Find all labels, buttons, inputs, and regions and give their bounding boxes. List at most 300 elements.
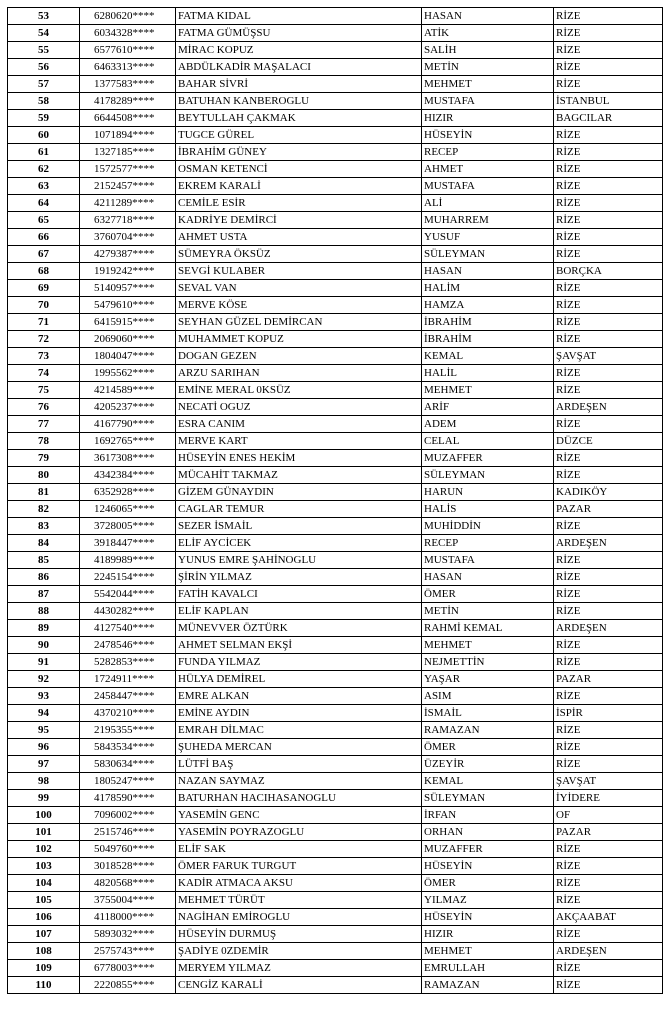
birth-place-cell: İYİDERE: [554, 790, 663, 807]
full-name-cell: ŞİRİN YILMAZ: [176, 569, 422, 586]
birth-place-cell: RİZE: [554, 280, 663, 297]
birth-place-cell: RİZE: [554, 603, 663, 620]
id-number-cell: 2478546****: [80, 637, 176, 654]
birth-place-cell: RİZE: [554, 297, 663, 314]
father-name-cell: METİN: [422, 603, 554, 620]
full-name-cell: NAZAN SAYMAZ: [176, 773, 422, 790]
row-number-cell: 65: [8, 212, 80, 229]
full-name-cell: MERVE KÖSE: [176, 297, 422, 314]
row-number-cell: 108: [8, 943, 80, 960]
father-name-cell: HÜSEYİN: [422, 909, 554, 926]
full-name-cell: MİRAC KOPUZ: [176, 42, 422, 59]
table-row: [8, 858, 663, 875]
father-name-cell: İRFAN: [422, 807, 554, 824]
id-number-cell: 4118000****: [80, 909, 176, 926]
row-number-cell: 96: [8, 739, 80, 756]
row-number-cell: 73: [8, 348, 80, 365]
table-row: [8, 773, 663, 790]
birth-place-cell: DÜZCE: [554, 433, 663, 450]
id-number-cell: 2515746****: [80, 824, 176, 841]
id-number-cell: 1692765****: [80, 433, 176, 450]
birth-place-cell: RİZE: [554, 858, 663, 875]
id-number-cell: 4167790****: [80, 416, 176, 433]
row-number-cell: 100: [8, 807, 80, 824]
table-row: [8, 756, 663, 773]
table-row: [8, 603, 663, 620]
father-name-cell: MUHİDDİN: [422, 518, 554, 535]
birth-place-cell: RİZE: [554, 875, 663, 892]
birth-place-cell: RİZE: [554, 637, 663, 654]
full-name-cell: SEVAL VAN: [176, 280, 422, 297]
row-number-cell: 60: [8, 127, 80, 144]
father-name-cell: HASAN: [422, 263, 554, 280]
row-number-cell: 63: [8, 178, 80, 195]
birth-place-cell: RİZE: [554, 212, 663, 229]
father-name-cell: HALİM: [422, 280, 554, 297]
father-name-cell: ADEM: [422, 416, 554, 433]
full-name-cell: MEHMET TÜRÜT: [176, 892, 422, 909]
birth-place-cell: RİZE: [554, 25, 663, 42]
table-row: [8, 93, 663, 110]
birth-place-cell: RİZE: [554, 569, 663, 586]
full-name-cell: BEYTULLAH ÇAKMAK: [176, 110, 422, 127]
father-name-cell: MEHMET: [422, 943, 554, 960]
id-number-cell: 3755004****: [80, 892, 176, 909]
row-number-cell: 55: [8, 42, 80, 59]
table-row: [8, 535, 663, 552]
birth-place-cell: ŞAVŞAT: [554, 773, 663, 790]
row-number-cell: 57: [8, 76, 80, 93]
full-name-cell: SEYHAN GÜZEL DEMİRCAN: [176, 314, 422, 331]
table-row: [8, 433, 663, 450]
full-name-cell: ARZU SARIHAN: [176, 365, 422, 382]
full-name-cell: MERVE KART: [176, 433, 422, 450]
id-number-cell: 4214589****: [80, 382, 176, 399]
full-name-cell: YASEMİN GENC: [176, 807, 422, 824]
id-number-cell: 3918447****: [80, 535, 176, 552]
id-number-cell: 1995562****: [80, 365, 176, 382]
birth-place-cell: RİZE: [554, 892, 663, 909]
father-name-cell: SÜLEYMAN: [422, 790, 554, 807]
birth-place-cell: RİZE: [554, 246, 663, 263]
id-number-cell: 6644508****: [80, 110, 176, 127]
full-name-cell: BAHAR SİVRİ: [176, 76, 422, 93]
father-name-cell: HALİS: [422, 501, 554, 518]
row-number-cell: 67: [8, 246, 80, 263]
father-name-cell: HIZIR: [422, 110, 554, 127]
table-row: [8, 144, 663, 161]
full-name-cell: EMRAH DİLMAC: [176, 722, 422, 739]
birth-place-cell: BORÇKA: [554, 263, 663, 280]
table-row: [8, 841, 663, 858]
id-number-cell: 2575743****: [80, 943, 176, 960]
table-row: [8, 671, 663, 688]
father-name-cell: MUHARREM: [422, 212, 554, 229]
birth-place-cell: RİZE: [554, 688, 663, 705]
row-number-cell: 92: [8, 671, 80, 688]
birth-place-cell: RİZE: [554, 42, 663, 59]
id-number-cell: 5843534****: [80, 739, 176, 756]
birth-place-cell: RİZE: [554, 518, 663, 535]
table-row: [8, 8, 663, 25]
birth-place-cell: RİZE: [554, 178, 663, 195]
full-name-cell: KADİR ATMACA AKSU: [176, 875, 422, 892]
id-number-cell: 5140957****: [80, 280, 176, 297]
father-name-cell: YUSUF: [422, 229, 554, 246]
table-row: [8, 790, 663, 807]
father-name-cell: ASIM: [422, 688, 554, 705]
father-name-cell: HIZIR: [422, 926, 554, 943]
row-number-cell: 98: [8, 773, 80, 790]
id-number-cell: 2152457****: [80, 178, 176, 195]
birth-place-cell: PAZAR: [554, 501, 663, 518]
row-number-cell: 62: [8, 161, 80, 178]
full-name-cell: CAGLAR TEMUR: [176, 501, 422, 518]
father-name-cell: MEHMET: [422, 382, 554, 399]
birth-place-cell: KADIKÖY: [554, 484, 663, 501]
row-number-cell: 76: [8, 399, 80, 416]
full-name-cell: İBRAHİM GÜNEY: [176, 144, 422, 161]
id-number-cell: 5830634****: [80, 756, 176, 773]
father-name-cell: ÖMER: [422, 586, 554, 603]
row-number-cell: 56: [8, 59, 80, 76]
id-number-cell: 4127540****: [80, 620, 176, 637]
full-name-cell: ELİF KAPLAN: [176, 603, 422, 620]
father-name-cell: NEJMETTİN: [422, 654, 554, 671]
father-name-cell: MUSTAFA: [422, 552, 554, 569]
id-number-cell: 4189989****: [80, 552, 176, 569]
birth-place-cell: RİZE: [554, 552, 663, 569]
row-number-cell: 109: [8, 960, 80, 977]
table-row: [8, 127, 663, 144]
birth-place-cell: RİZE: [554, 756, 663, 773]
full-name-cell: SÜMEYRA ÖKSÜZ: [176, 246, 422, 263]
row-number-cell: 80: [8, 467, 80, 484]
father-name-cell: HÜSEYİN: [422, 127, 554, 144]
father-name-cell: KEMAL: [422, 348, 554, 365]
id-number-cell: 1327185****: [80, 144, 176, 161]
full-name-cell: HÜSEYİN ENES HEKİM: [176, 450, 422, 467]
birth-place-cell: RİZE: [554, 739, 663, 756]
birth-place-cell: RİZE: [554, 467, 663, 484]
father-name-cell: ÖMER: [422, 739, 554, 756]
father-name-cell: EMRULLAH: [422, 960, 554, 977]
table-row: [8, 705, 663, 722]
father-name-cell: MUZAFFER: [422, 450, 554, 467]
full-name-cell: ELİF AYCİCEK: [176, 535, 422, 552]
row-number-cell: 82: [8, 501, 80, 518]
birth-place-cell: İSTANBUL: [554, 93, 663, 110]
row-number-cell: 102: [8, 841, 80, 858]
id-number-cell: 4430282****: [80, 603, 176, 620]
birth-place-cell: RİZE: [554, 382, 663, 399]
birth-place-cell: RİZE: [554, 76, 663, 93]
row-number-cell: 95: [8, 722, 80, 739]
birth-place-cell: BAGCILAR: [554, 110, 663, 127]
full-name-cell: CEMİLE ESİR: [176, 195, 422, 212]
birth-place-cell: ARDEŞEN: [554, 535, 663, 552]
table-row: [8, 586, 663, 603]
row-number-cell: 54: [8, 25, 80, 42]
full-name-cell: MERYEM YILMAZ: [176, 960, 422, 977]
id-number-cell: 5479610****: [80, 297, 176, 314]
table-row: [8, 977, 663, 994]
father-name-cell: RECEP: [422, 535, 554, 552]
row-number-cell: 99: [8, 790, 80, 807]
table-row: [8, 875, 663, 892]
row-number-cell: 105: [8, 892, 80, 909]
full-name-cell: HÜLYA DEMİREL: [176, 671, 422, 688]
table-row: [8, 416, 663, 433]
id-number-cell: 1805247****: [80, 773, 176, 790]
birth-place-cell: RİZE: [554, 127, 663, 144]
father-name-cell: HASAN: [422, 8, 554, 25]
father-name-cell: METİN: [422, 59, 554, 76]
table-row: [8, 59, 663, 76]
birth-place-cell: RİZE: [554, 195, 663, 212]
table-row: [8, 42, 663, 59]
table-row: [8, 654, 663, 671]
table-row: [8, 620, 663, 637]
document-page: [7, 7, 669, 994]
row-number-cell: 72: [8, 331, 80, 348]
table-row: [8, 314, 663, 331]
full-name-cell: ABDÜLKADİR MAŞALACI: [176, 59, 422, 76]
father-name-cell: AHMET: [422, 161, 554, 178]
father-name-cell: YILMAZ: [422, 892, 554, 909]
table-row: [8, 25, 663, 42]
table-row: [8, 501, 663, 518]
id-number-cell: 1724911****: [80, 671, 176, 688]
table-row: [8, 246, 663, 263]
full-name-cell: ŞUHEDA MERCAN: [176, 739, 422, 756]
full-name-cell: SEVGİ KULABER: [176, 263, 422, 280]
id-number-cell: 6415915****: [80, 314, 176, 331]
table-row: [8, 722, 663, 739]
table-row: [8, 212, 663, 229]
row-number-cell: 107: [8, 926, 80, 943]
full-name-cell: EMİNE MERAL 0KSÜZ: [176, 382, 422, 399]
id-number-cell: 3018528****: [80, 858, 176, 875]
row-number-cell: 83: [8, 518, 80, 535]
full-name-cell: NAGİHAN EMİROGLU: [176, 909, 422, 926]
father-name-cell: HAMZA: [422, 297, 554, 314]
row-number-cell: 101: [8, 824, 80, 841]
table-row: [8, 960, 663, 977]
birth-place-cell: RİZE: [554, 450, 663, 467]
table-row: [8, 280, 663, 297]
id-number-cell: 6463313****: [80, 59, 176, 76]
father-name-cell: ÖMER: [422, 875, 554, 892]
table-row: [8, 178, 663, 195]
table-row: [8, 909, 663, 926]
father-name-cell: MUSTAFA: [422, 178, 554, 195]
birth-place-cell: RİZE: [554, 722, 663, 739]
table-body: [8, 8, 663, 994]
full-name-cell: FATMA GÜMÜŞSU: [176, 25, 422, 42]
id-number-cell: 6352928****: [80, 484, 176, 501]
father-name-cell: RAMAZAN: [422, 722, 554, 739]
birth-place-cell: RİZE: [554, 416, 663, 433]
row-number-cell: 53: [8, 8, 80, 25]
row-number-cell: 106: [8, 909, 80, 926]
table-row: [8, 807, 663, 824]
row-number-cell: 89: [8, 620, 80, 637]
id-number-cell: 2458447****: [80, 688, 176, 705]
id-number-cell: 1071894****: [80, 127, 176, 144]
full-name-cell: YASEMİN POYRAZOGLU: [176, 824, 422, 841]
full-name-cell: DOGAN GEZEN: [176, 348, 422, 365]
id-number-cell: 4370210****: [80, 705, 176, 722]
id-number-cell: 2069060****: [80, 331, 176, 348]
row-number-cell: 70: [8, 297, 80, 314]
birth-place-cell: PAZAR: [554, 671, 663, 688]
full-name-cell: HÜSEYİN DURMUŞ: [176, 926, 422, 943]
father-name-cell: RAHMİ KEMAL: [422, 620, 554, 637]
row-number-cell: 85: [8, 552, 80, 569]
birth-place-cell: RİZE: [554, 59, 663, 76]
full-name-cell: AHMET SELMAN EKŞİ: [176, 637, 422, 654]
birth-place-cell: RİZE: [554, 144, 663, 161]
father-name-cell: MUSTAFA: [422, 93, 554, 110]
id-number-cell: 4178289****: [80, 93, 176, 110]
father-name-cell: KEMAL: [422, 773, 554, 790]
row-number-cell: 66: [8, 229, 80, 246]
row-number-cell: 69: [8, 280, 80, 297]
birth-place-cell: RİZE: [554, 926, 663, 943]
father-name-cell: MUZAFFER: [422, 841, 554, 858]
full-name-cell: EMİNE AYDIN: [176, 705, 422, 722]
full-name-cell: BATURHAN HACIHASANOGLU: [176, 790, 422, 807]
id-number-cell: 2195355****: [80, 722, 176, 739]
birth-place-cell: RİZE: [554, 229, 663, 246]
birth-place-cell: ARDEŞEN: [554, 620, 663, 637]
father-name-cell: YAŞAR: [422, 671, 554, 688]
table-row: [8, 569, 663, 586]
id-number-cell: 4211289****: [80, 195, 176, 212]
birth-place-cell: RİZE: [554, 8, 663, 25]
full-name-cell: FATMA KIDAL: [176, 8, 422, 25]
father-name-cell: RECEP: [422, 144, 554, 161]
full-name-cell: AHMET USTA: [176, 229, 422, 246]
full-name-cell: MÜCAHİT TAKMAZ: [176, 467, 422, 484]
row-number-cell: 88: [8, 603, 80, 620]
full-name-cell: ÖMER FARUK TURGUT: [176, 858, 422, 875]
id-number-cell: 6034328****: [80, 25, 176, 42]
table-row: [8, 399, 663, 416]
row-number-cell: 61: [8, 144, 80, 161]
father-name-cell: HASAN: [422, 569, 554, 586]
father-name-cell: ATİK: [422, 25, 554, 42]
father-name-cell: HARUN: [422, 484, 554, 501]
table-row: [8, 297, 663, 314]
father-name-cell: ORHAN: [422, 824, 554, 841]
row-number-cell: 87: [8, 586, 80, 603]
full-name-cell: OSMAN KETENCİ: [176, 161, 422, 178]
full-name-cell: TUGCE GÜREL: [176, 127, 422, 144]
father-name-cell: ÜZEYİR: [422, 756, 554, 773]
applicant-list-table: [7, 7, 663, 994]
table-row: [8, 382, 663, 399]
row-number-cell: 81: [8, 484, 80, 501]
id-number-cell: 2220855****: [80, 977, 176, 994]
table-row: [8, 484, 663, 501]
table-row: [8, 195, 663, 212]
full-name-cell: BATUHAN KANBEROGLU: [176, 93, 422, 110]
birth-place-cell: RİZE: [554, 331, 663, 348]
table-row: [8, 552, 663, 569]
row-number-cell: 58: [8, 93, 80, 110]
id-number-cell: 7096002****: [80, 807, 176, 824]
birth-place-cell: RİZE: [554, 365, 663, 382]
table-row: [8, 229, 663, 246]
id-number-cell: 3728005****: [80, 518, 176, 535]
birth-place-cell: AKÇAABAT: [554, 909, 663, 926]
father-name-cell: MEHMET: [422, 637, 554, 654]
full-name-cell: NECATİ OGUZ: [176, 399, 422, 416]
row-number-cell: 79: [8, 450, 80, 467]
id-number-cell: 6280620****: [80, 8, 176, 25]
table-row: [8, 450, 663, 467]
row-number-cell: 93: [8, 688, 80, 705]
birth-place-cell: RİZE: [554, 977, 663, 994]
id-number-cell: 1919242****: [80, 263, 176, 280]
father-name-cell: HÜSEYİN: [422, 858, 554, 875]
table-row: [8, 892, 663, 909]
table-row: [8, 76, 663, 93]
id-number-cell: 6778003****: [80, 960, 176, 977]
full-name-cell: SEZER İSMAİL: [176, 518, 422, 535]
birth-place-cell: ARDEŞEN: [554, 943, 663, 960]
table-row: [8, 467, 663, 484]
row-number-cell: 90: [8, 637, 80, 654]
id-number-cell: 6577610****: [80, 42, 176, 59]
id-number-cell: 5049760****: [80, 841, 176, 858]
row-number-cell: 59: [8, 110, 80, 127]
father-name-cell: SALİH: [422, 42, 554, 59]
id-number-cell: 4342384****: [80, 467, 176, 484]
id-number-cell: 4820568****: [80, 875, 176, 892]
row-number-cell: 94: [8, 705, 80, 722]
id-number-cell: 5893032****: [80, 926, 176, 943]
full-name-cell: EKREM KARALİ: [176, 178, 422, 195]
row-number-cell: 97: [8, 756, 80, 773]
row-number-cell: 68: [8, 263, 80, 280]
father-name-cell: İBRAHİM: [422, 314, 554, 331]
full-name-cell: GİZEM GÜNAYDIN: [176, 484, 422, 501]
row-number-cell: 71: [8, 314, 80, 331]
birth-place-cell: RİZE: [554, 586, 663, 603]
full-name-cell: FUNDA YILMAZ: [176, 654, 422, 671]
table-row: [8, 263, 663, 280]
id-number-cell: 1804047****: [80, 348, 176, 365]
table-row: [8, 739, 663, 756]
table-row: [8, 331, 663, 348]
table-row: [8, 637, 663, 654]
birth-place-cell: İSPİR: [554, 705, 663, 722]
full-name-cell: KADRİYE DEMİRCİ: [176, 212, 422, 229]
birth-place-cell: RİZE: [554, 841, 663, 858]
id-number-cell: 3617308****: [80, 450, 176, 467]
full-name-cell: FATİH KAVALCI: [176, 586, 422, 603]
table-row: [8, 110, 663, 127]
table-row: [8, 348, 663, 365]
full-name-cell: MÜNEVVER ÖZTÜRK: [176, 620, 422, 637]
father-name-cell: CELAL: [422, 433, 554, 450]
id-number-cell: 1246065****: [80, 501, 176, 518]
id-number-cell: 1377583****: [80, 76, 176, 93]
id-number-cell: 4205237****: [80, 399, 176, 416]
